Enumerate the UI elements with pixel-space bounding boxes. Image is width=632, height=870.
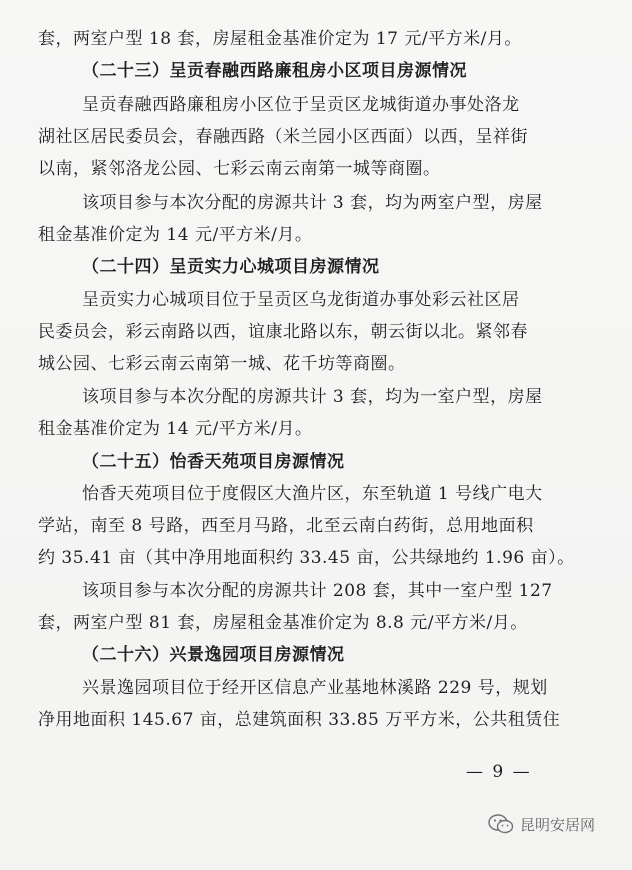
body-text-line: 呈贡春融西路廉租房小区位于呈贡区龙城街道办事处洛龙 [82,95,520,115]
wechat-icon [488,814,514,834]
body-text-line: 租金基准价定为 14 元/平方米/月。 [38,419,313,439]
body-text-line: 学站，南至 8 号路，西至月马路，北至云南白药街，总用地面积 [38,516,534,536]
body-text-line: 净用地面积 145.67 亩，总建筑面积 33.85 万平方米，公共租赁住 [38,710,561,730]
watermark-text: 昆明安居网 [520,815,596,834]
body-text-line: 以南，紧邻洛龙公园、七彩云南云南第一城等商圈。 [38,159,441,179]
body-text-line: 该项目参与本次分配的房源共计 208 套，其中一室户型 127 [82,581,553,601]
body-text-line: 呈贡实力心城项目位于呈贡区乌龙街道办事处彩云社区居 [82,290,520,310]
section-heading-26: （二十六）兴景逸园项目房源情况 [82,645,345,665]
section-heading-24: （二十四）呈贡实力心城项目房源情况 [82,257,380,277]
body-text-line: 兴景逸园项目位于经开区信息产业基地林溪路 229 号，规划 [82,678,548,698]
page-number: — 9 — [466,762,532,782]
body-text-line: 套，两室户型 18 套，房屋租金基准价定为 17 元/平方米/月。 [38,29,522,49]
body-text-line: 租金基准价定为 14 元/平方米/月。 [38,225,313,245]
body-text-line: 该项目参与本次分配的房源共计 3 套，均为两室户型，房屋 [82,193,543,213]
section-heading-25: （二十五）怡香天苑项目房源情况 [82,452,345,472]
body-text-line: 民委员会，彩云南路以西，谊康北路以东，朝云街以北。紧邻春 [38,322,528,342]
body-text-line: 湖社区居民委员会，春融西路（米兰园小区西面）以西，呈祥街 [38,127,528,147]
body-text-line: 怡香天苑项目位于度假区大渔片区，东至轨道 1 号线广电大 [82,484,543,504]
body-text-line: 约 35.41 亩（其中净用地面积约 33.45 亩，公共绿地约 1.96 亩）。 [38,548,575,568]
body-text-line: 城公园、七彩云南云南第一城、花千坊等商圈。 [38,354,406,374]
body-text-line: 该项目参与本次分配的房源共计 3 套，均为一室户型，房屋 [82,387,543,407]
section-heading-23: （二十三）呈贡春融西路廉租房小区项目房源情况 [82,61,467,81]
watermark [488,812,595,836]
body-text-line: 套，两室户型 81 套，房屋租金基准价定为 8.8 元/平方米/月。 [38,613,528,633]
